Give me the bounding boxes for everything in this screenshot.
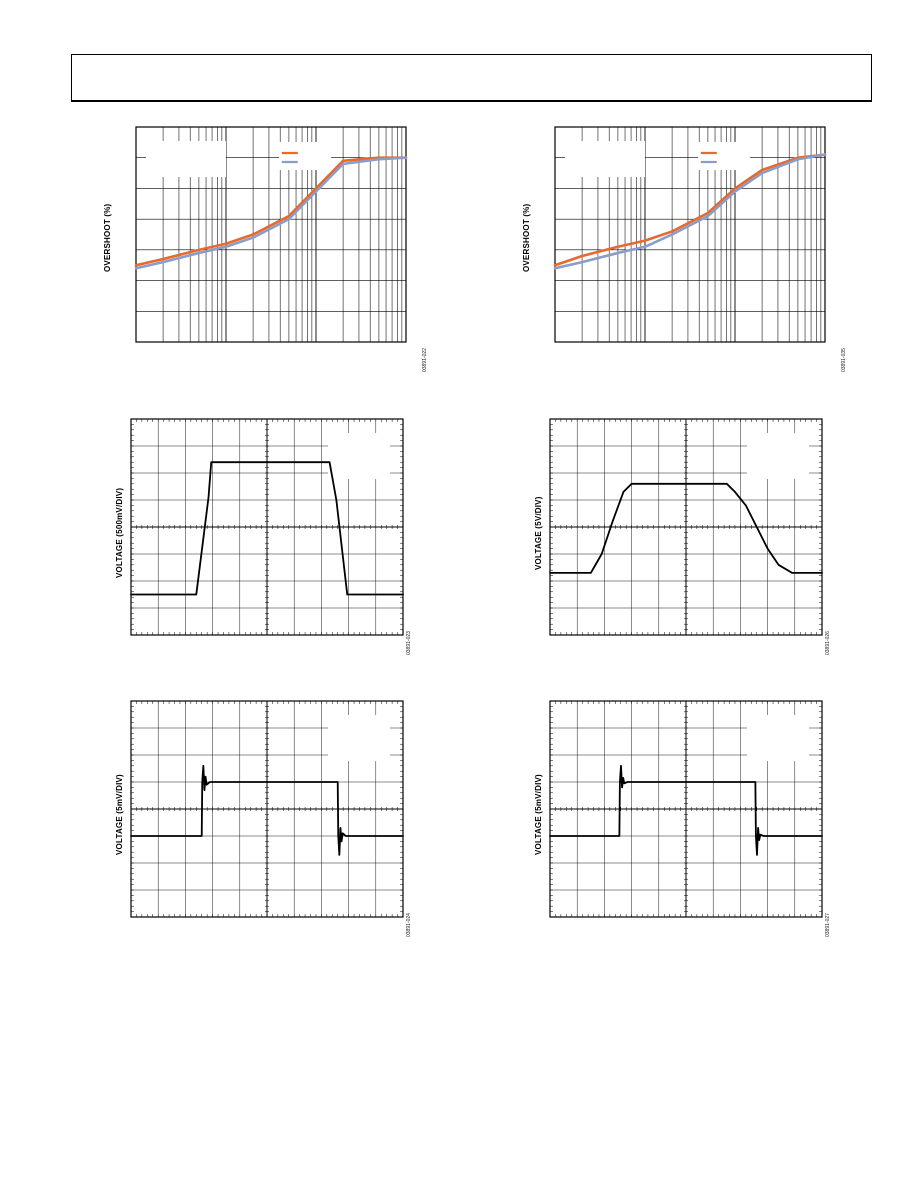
- page-header-box: [71, 54, 872, 102]
- figure-id-label: 03891-024: [406, 913, 412, 937]
- figure-id-label: 03891-022: [422, 348, 428, 372]
- y-axis-label: VOLTAGE (500mV/DIV): [115, 487, 124, 578]
- y-axis-label: VOLTAGE (5mV/DIV): [534, 774, 543, 855]
- figure-id-label: 03891-023: [406, 631, 412, 655]
- annotation-box: [328, 433, 390, 479]
- legend: [279, 142, 331, 170]
- overshoot-chart-left-svg: [136, 127, 406, 342]
- annotation-box: [565, 141, 645, 177]
- pulse-response-5mv-right-svg: [550, 701, 822, 917]
- legend-box: [698, 142, 750, 170]
- y-axis-label: OVERSHOOT (%): [103, 203, 112, 272]
- y-axis-label: VOLTAGE (5V/DIV): [534, 496, 543, 570]
- annotation-box: [146, 141, 226, 177]
- overshoot-chart-right-svg: [555, 127, 825, 342]
- figure-id-label: 03891-035: [841, 348, 847, 372]
- annotation-box: [747, 433, 809, 479]
- pulse-response-5mv-left-svg: [131, 701, 403, 917]
- pulse-response-5v-svg: [550, 419, 822, 635]
- legend: [698, 142, 750, 170]
- pulse-response-500mv-svg: [131, 419, 403, 635]
- annotation-box: [747, 715, 809, 761]
- y-axis-label: OVERSHOOT (%): [522, 203, 531, 272]
- annotation-box: [328, 715, 390, 761]
- legend-box: [279, 142, 331, 170]
- figure-id-label: 03891-027: [825, 913, 831, 937]
- y-axis-label: VOLTAGE (5mV/DIV): [115, 774, 124, 855]
- figure-id-label: 03891-026: [825, 631, 831, 655]
